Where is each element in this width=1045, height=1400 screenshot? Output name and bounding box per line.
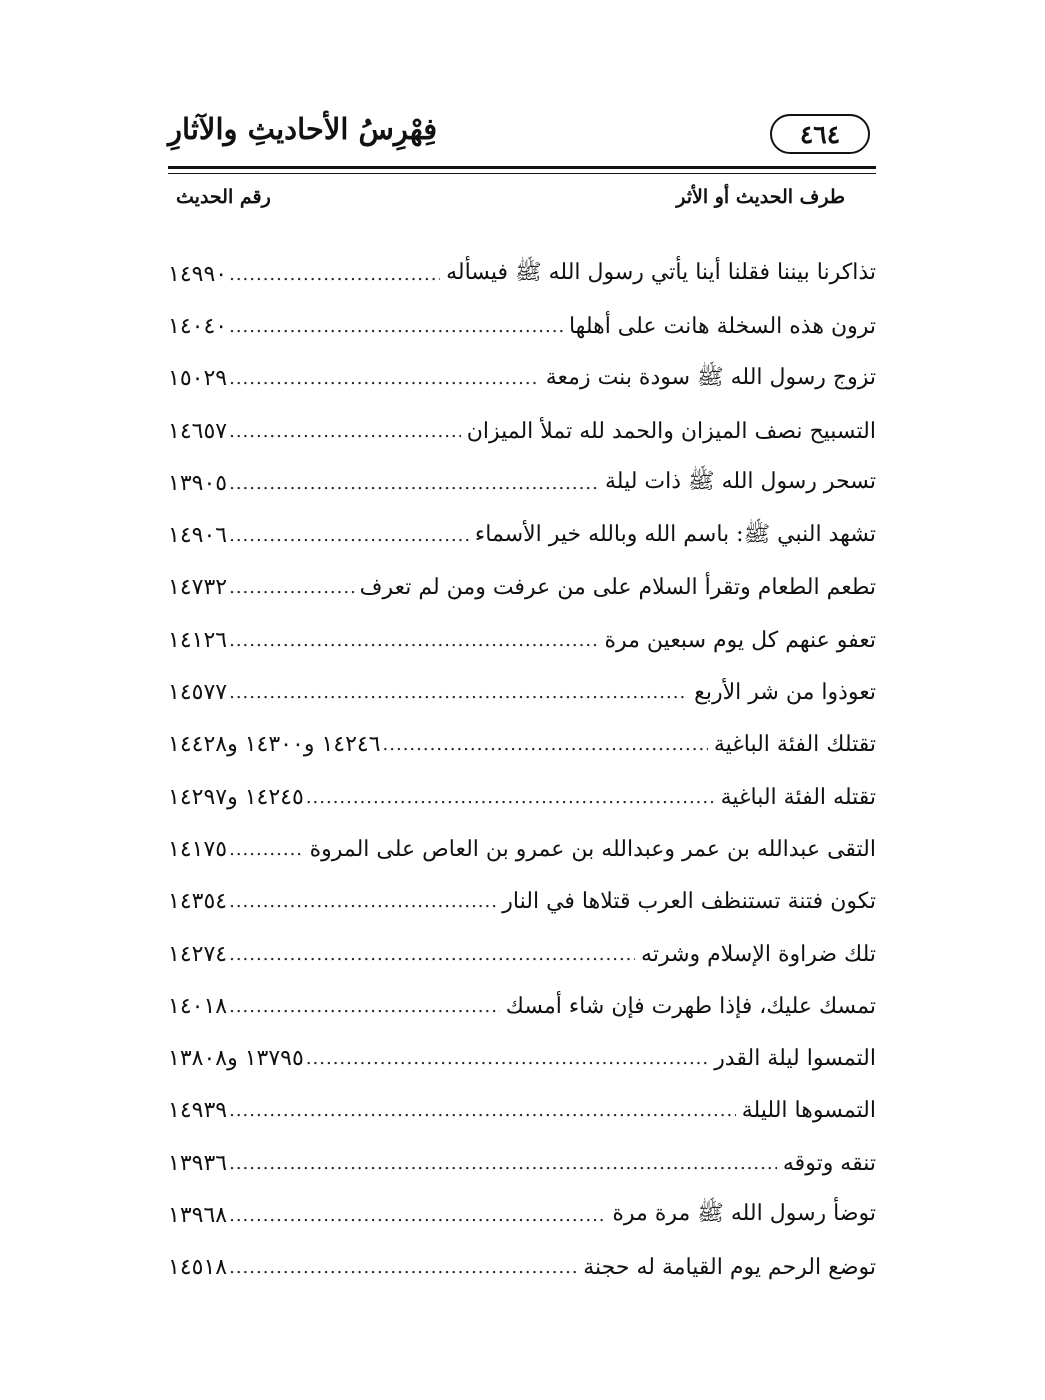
entry-text: تسحر رسول الله ﷺ ذات ليلة: [605, 469, 876, 495]
leader-dots: [229, 264, 440, 285]
leader-dots: [229, 421, 461, 442]
leader-dots: [229, 1153, 777, 1174]
index-entry: [168, 353, 876, 405]
entry-number: ١٤٥١٨: [168, 1255, 228, 1281]
index-entry: [168, 300, 876, 352]
index-entry: [168, 771, 876, 823]
entry-number: ١٥٠٢٩: [168, 366, 228, 392]
entry-number: ١٣٩٠٥: [168, 470, 228, 496]
index-entry: [168, 562, 876, 614]
index-entry: [168, 1189, 876, 1241]
entry-text: التمسوها الليلة: [741, 1098, 876, 1124]
entry-number: ١٤٢٧٤: [168, 941, 228, 967]
index-entry: [168, 876, 876, 928]
leader-dots: [229, 682, 688, 703]
leader-dots: [229, 368, 540, 389]
entry-text: تلك ضراوة الإسلام وشرته: [641, 941, 876, 967]
entry-number: ١٣٩٦٨: [168, 1202, 228, 1228]
entry-text: توضأ رسول الله ﷺ مرة مرة: [612, 1201, 876, 1227]
entry-text: تشهد النبي ﷺ: باسم الله وبالله خير الأسماء: [474, 521, 876, 547]
index-entry: [168, 719, 876, 771]
index-entry: [168, 1137, 876, 1189]
entry-number: ١٤٧٣٢: [168, 575, 228, 601]
index-entry: [168, 1032, 876, 1084]
entry-text: تمسك عليك، فإذا طهرت فإن شاء أمسك: [505, 993, 876, 1019]
header-rule-thick: [168, 166, 876, 169]
leader-dots: [229, 944, 635, 965]
index-entry: [168, 614, 876, 666]
page-number-badge: ٤٦٤: [770, 114, 870, 154]
leader-dots: [306, 787, 715, 808]
entry-number: ١٤٦٥٧: [168, 418, 228, 444]
entry-text: تعفو عنهم كل يوم سبعين مرة: [604, 627, 876, 653]
entry-text: تطعم الطعام وتقرأ السلام على من عرفت ومن لم تعرف: [359, 575, 876, 601]
entry-number: ١٤٣٥٤: [168, 889, 228, 915]
column-heading-number: رقم الحديث: [176, 186, 271, 208]
leader-dots: [229, 1205, 606, 1226]
index-entry: [168, 1242, 876, 1294]
entry-number: ١٣٩٣٦: [168, 1150, 228, 1176]
leader-dots: [229, 525, 469, 546]
column-heading-hadith: طرف الحديث أو الأثر: [676, 186, 845, 208]
entry-number: ١٤٢٤٦ و١٤٣٠٠ و١٤٤٢٨: [168, 732, 381, 758]
entry-text: تكون فتنة تستنظف العرب قتلاها في النار: [502, 889, 876, 915]
index-entry: [168, 928, 876, 980]
index-entry: [168, 1085, 876, 1137]
entry-text: توضع الرحم يوم القيامة له حجنة: [583, 1255, 876, 1281]
index-entry: [168, 248, 876, 300]
index-entries: [168, 248, 876, 1294]
index-entry: [168, 457, 876, 509]
entry-number: ١٤٩٠٦: [168, 523, 228, 549]
entry-number: ١٤٠١٨: [168, 993, 228, 1019]
leader-dots: [229, 891, 496, 912]
entry-text: تذاكرنا بيننا فقلنا أينا يأتي رسول الله ﷺ فيسأله: [446, 260, 876, 286]
leader-dots: [383, 734, 708, 755]
entry-text: تقتلك الفئة الباغية: [713, 732, 876, 758]
entry-text: تقتله الفئة الباغية: [720, 784, 876, 810]
leader-dots: [229, 630, 598, 651]
leader-dots: [306, 1048, 708, 1069]
entry-number: ١٣٧٩٥ و١٣٨٠٨: [168, 1046, 304, 1072]
leader-dots: [229, 316, 563, 337]
entry-number: ١٤٩٣٩: [168, 1098, 228, 1124]
leader-dots: [229, 839, 304, 860]
entry-text: تعوذوا من شر الأربع: [694, 680, 876, 706]
entry-number: ١٤١٢٦: [168, 627, 228, 653]
index-entry: [168, 980, 876, 1032]
entry-text: التسبيح نصف الميزان والحمد لله تملأ الميزان: [466, 418, 876, 444]
entry-text: تنقه وتوقه: [782, 1150, 876, 1176]
leader-dots: [229, 473, 599, 494]
leader-dots: [229, 1100, 736, 1121]
leader-dots: [229, 1257, 577, 1278]
entry-text: ترون هذه السخلة هانت على أهلها: [568, 313, 876, 339]
entry-number: ١٤٠٤٠: [168, 313, 228, 339]
index-entry: [168, 823, 876, 875]
header-rule-thin: [168, 173, 876, 174]
entry-number: ١٤٥٧٧: [168, 680, 228, 706]
entry-text: تزوج رسول الله ﷺ سودة بنت زمعة: [545, 364, 876, 390]
entry-text: التمسوا ليلة القدر: [714, 1046, 876, 1072]
index-entry: [168, 509, 876, 561]
entry-text: التقى عبدالله بن عمر وعبدالله بن عمرو بن العاص على المروة: [309, 836, 876, 862]
entry-number: ١٤٩٩٠: [168, 261, 228, 287]
entry-number: ١٤٢٤٥ و١٤٢٩٧: [168, 784, 304, 810]
index-entry: [168, 666, 876, 718]
running-title: فِهْرِسُ الأحاديثِ والآثارِ: [168, 112, 438, 146]
leader-dots: [229, 996, 500, 1017]
index-entry: [168, 405, 876, 457]
entry-number: ١٤١٧٥: [168, 836, 228, 862]
leader-dots: [229, 577, 354, 598]
